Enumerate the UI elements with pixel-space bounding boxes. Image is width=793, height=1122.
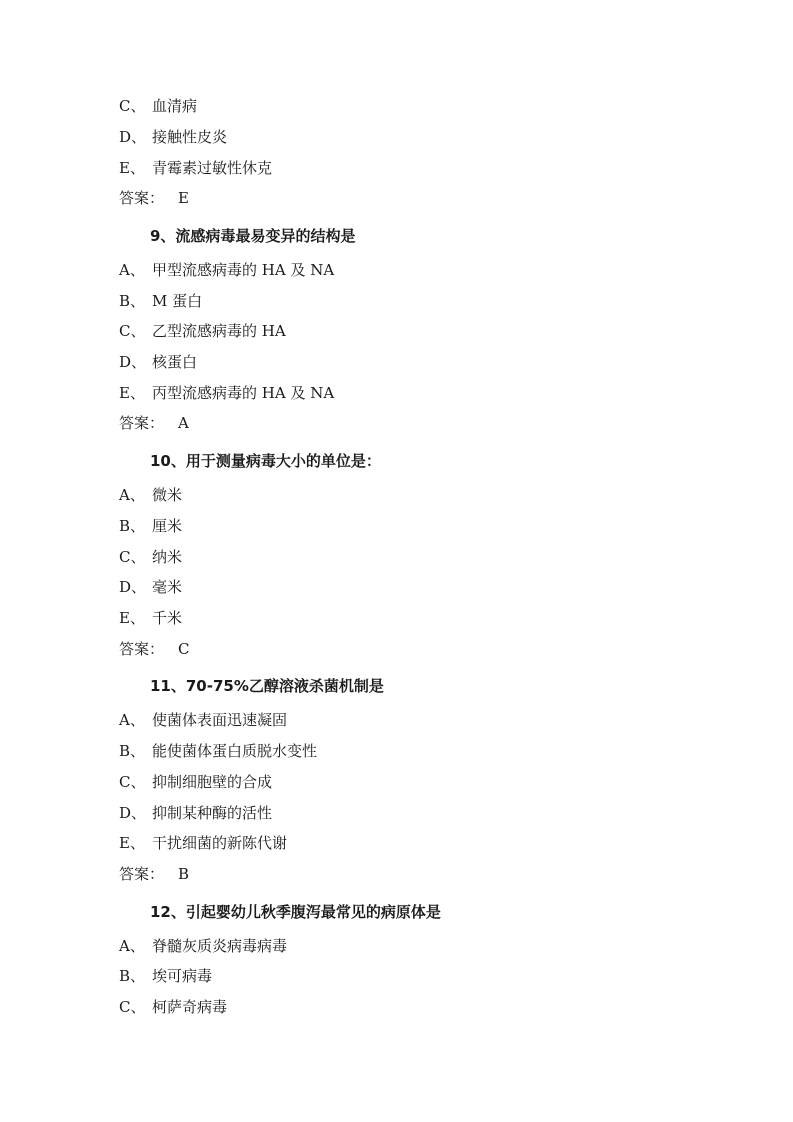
option-b: B、 埃可病毒 [119,967,213,985]
option-b: B、 M 蛋白 [119,292,203,310]
question-title: 9、流感病毒最易变异的结构是 [150,227,356,245]
option-e: E、 青霉素过敏性休克 [119,159,273,177]
option-a: A、 微米 [119,486,183,504]
option-c: C、 柯萨奇病毒 [119,998,228,1016]
option-d: D、 核蛋白 [119,353,198,371]
option-e: E、 丙型流感病毒的 HA 及 NA [119,384,335,402]
option-c: C、 血清病 [119,97,198,115]
question-title: 11、70-75%乙醇溶液杀菌机制是 [150,677,384,695]
option-e: E、 干扰细菌的新陈代谢 [119,834,288,852]
option-c: C、 抑制细胞壁的合成 [119,773,273,791]
option-e: E、 千米 [119,609,183,627]
option-d: D、 接触性皮炎 [119,128,228,146]
option-a: A、 使菌体表面迅速凝固 [119,711,288,729]
option-d: D、 抑制某种酶的活性 [119,804,273,822]
option-c: C、 纳米 [119,548,183,566]
answer: 答案： C [119,640,190,658]
option-b: B、 厘米 [119,517,183,535]
answer: 答案： B [119,865,190,883]
answer: 答案： E [119,189,189,207]
option-c: C、 乙型流感病毒的 HA [119,322,286,340]
question-title: 10、用于测量病毒大小的单位是： [150,452,381,470]
option-a: A、 脊髓灰质炎病毒病毒 [119,937,288,955]
option-a: A、 甲型流感病毒的 HA 及 NA [119,261,335,279]
answer: 答案： A [119,414,189,432]
option-d: D、 毫米 [119,578,183,596]
option-b: B、 能使菌体蛋白质脱水变性 [119,742,318,760]
question-title: 12、引起婴幼儿秋季腹泻最常见的病原体是 [150,903,441,921]
